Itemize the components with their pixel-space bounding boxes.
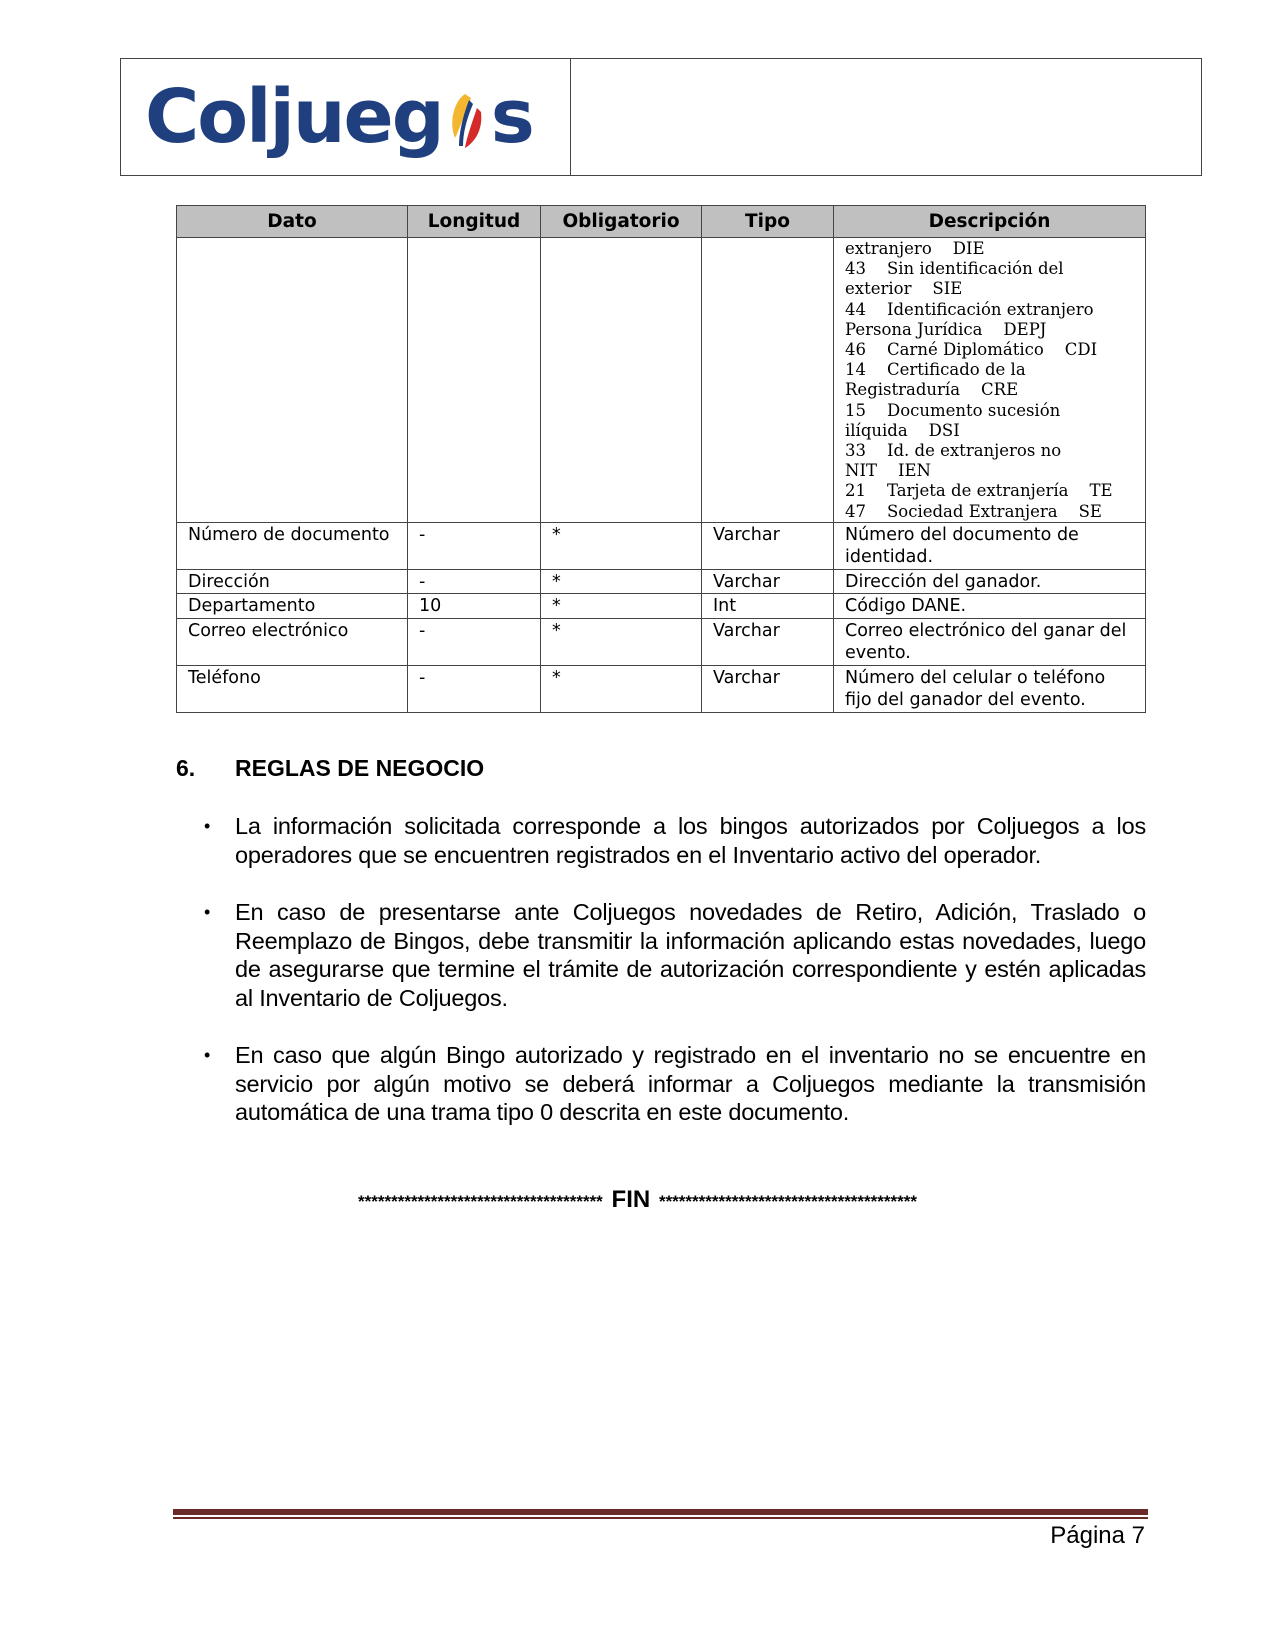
cell-longitud: - (408, 522, 541, 569)
logo-text-end: s (490, 74, 533, 160)
rule-text: En caso que algún Bingo autorizado y registrado en el inventario no se encuentre en servicio por algún motivo se deberá informar a Coljuegos mediante la transmisión automática de una trama tipo 0 descrita en este documento. (235, 1042, 1146, 1125)
column-header-obligatorio: Obligatorio (541, 206, 702, 238)
cell-obligatorio: * (541, 665, 702, 712)
cell-descripcion: Dirección del ganador. (834, 569, 1146, 594)
column-header-longitud: Longitud (408, 206, 541, 238)
id-type-line: Registraduría CRE (845, 380, 1019, 400)
cell-dato: Departamento (177, 594, 408, 619)
data-spec-table (176, 205, 1146, 713)
id-type-line: extranjero DIE (845, 239, 985, 258)
table-row (177, 594, 1146, 619)
cell-descripcion: Correo electrónico del ganar del evento. (834, 618, 1146, 665)
rule-item (204, 812, 1146, 869)
rule-item (204, 898, 1146, 1012)
cell-tipo: Varchar (702, 569, 834, 594)
header-empty-cell (571, 59, 1201, 175)
page-number: Página 7 (1050, 1522, 1145, 1549)
section-heading (176, 755, 484, 782)
cell-longitud: - (408, 569, 541, 594)
cell-dato (177, 238, 408, 523)
table-row (177, 665, 1146, 712)
id-type-line: ilíquida DSI (845, 420, 960, 440)
table-header-row (177, 206, 1146, 238)
end-marker (0, 1186, 1275, 1214)
cell-tipo: Varchar (702, 618, 834, 665)
cell-longitud: - (408, 618, 541, 665)
id-type-line: 43 Sin identificación del (845, 259, 1064, 279)
logo-cell (121, 59, 571, 175)
id-type-line: 44 Identificación extranjero (845, 299, 1094, 319)
cell-obligatorio (541, 238, 702, 523)
id-type-line: NIT IEN (845, 461, 931, 481)
id-type-line: 46 Carné Diplomático CDI (845, 340, 1098, 360)
logo-o-swoosh-icon (445, 90, 489, 152)
logo-text-start: Coljueg (145, 74, 443, 160)
bullet-icon: • (204, 816, 211, 836)
cell-descripcion: Número del documento de identidad. (834, 522, 1146, 569)
business-rules-list (204, 812, 1146, 1156)
fin-stars-right: *************************************** (658, 1192, 917, 1211)
cell-descripcion: Código DANE. (834, 594, 1146, 619)
id-type-line: Persona Jurídica DEPJ (845, 319, 1047, 339)
cell-longitud: - (408, 665, 541, 712)
cell-longitud (408, 238, 541, 523)
cell-descripcion: Número del celular o teléfono fijo del ganador del evento. (834, 665, 1146, 712)
id-type-line: exterior SIE (845, 279, 963, 299)
cell-tipo (702, 238, 834, 523)
table-row-continuation (177, 238, 1146, 523)
cell-descripcion-id-types (834, 238, 1146, 523)
coljuegos-logo (145, 74, 533, 160)
cell-tipo: Varchar (702, 522, 834, 569)
column-header-descripcion: Descripción (834, 206, 1146, 238)
cell-obligatorio: * (541, 522, 702, 569)
section-number: 6. (176, 755, 196, 781)
document-header (120, 58, 1202, 176)
cell-dato: Teléfono (177, 665, 408, 712)
table-row (177, 618, 1146, 665)
fin-stars-left: ************************************* (358, 1192, 603, 1211)
cell-obligatorio: * (541, 618, 702, 665)
rule-text: En caso de presentarse ante Coljuegos novedades de Retiro, Adición, Traslado o Reemplazo de Bingos, debe transmitir la información aplicando estas novedades, luego de asegurarse que termine el trámite de autorización correspondiente y estén aplicadas al Inventario de Coljuegos. (235, 899, 1146, 1011)
rule-item (204, 1041, 1146, 1127)
table-row (177, 569, 1146, 594)
id-type-line: 21 Tarjeta de extranjería TE (845, 481, 1113, 501)
table-row (177, 522, 1146, 569)
section-title: REGLAS DE NEGOCIO (235, 755, 485, 781)
id-type-line: 14 Certificado de la (845, 360, 1026, 380)
bullet-icon: • (204, 902, 211, 922)
column-header-tipo: Tipo (702, 206, 834, 238)
column-header-dato: Dato (177, 206, 408, 238)
footer-rule-thin (173, 1517, 1148, 1519)
cell-obligatorio: * (541, 569, 702, 594)
cell-tipo: Varchar (702, 665, 834, 712)
cell-dato: Dirección (177, 569, 408, 594)
id-type-line: 15 Documento sucesión (845, 400, 1061, 420)
cell-tipo: Int (702, 594, 834, 619)
fin-word: FIN (611, 1186, 651, 1213)
cell-obligatorio: * (541, 594, 702, 619)
rule-text: La información solicitada corresponde a los bingos autorizados por Coljuegos a los operadores que se encuentren registrados en el Inventario activo del operador. (235, 813, 1146, 868)
footer-rule-thick (173, 1509, 1148, 1515)
bullet-icon: • (204, 1045, 211, 1065)
cell-dato: Correo electrónico (177, 618, 408, 665)
id-type-line: 33 Id. de extranjeros no (845, 441, 1062, 461)
cell-longitud: 10 (408, 594, 541, 619)
cell-dato: Número de documento (177, 522, 408, 569)
id-type-line: 47 Sociedad Extranjera SE (845, 501, 1102, 521)
id-type-list (845, 239, 1134, 522)
